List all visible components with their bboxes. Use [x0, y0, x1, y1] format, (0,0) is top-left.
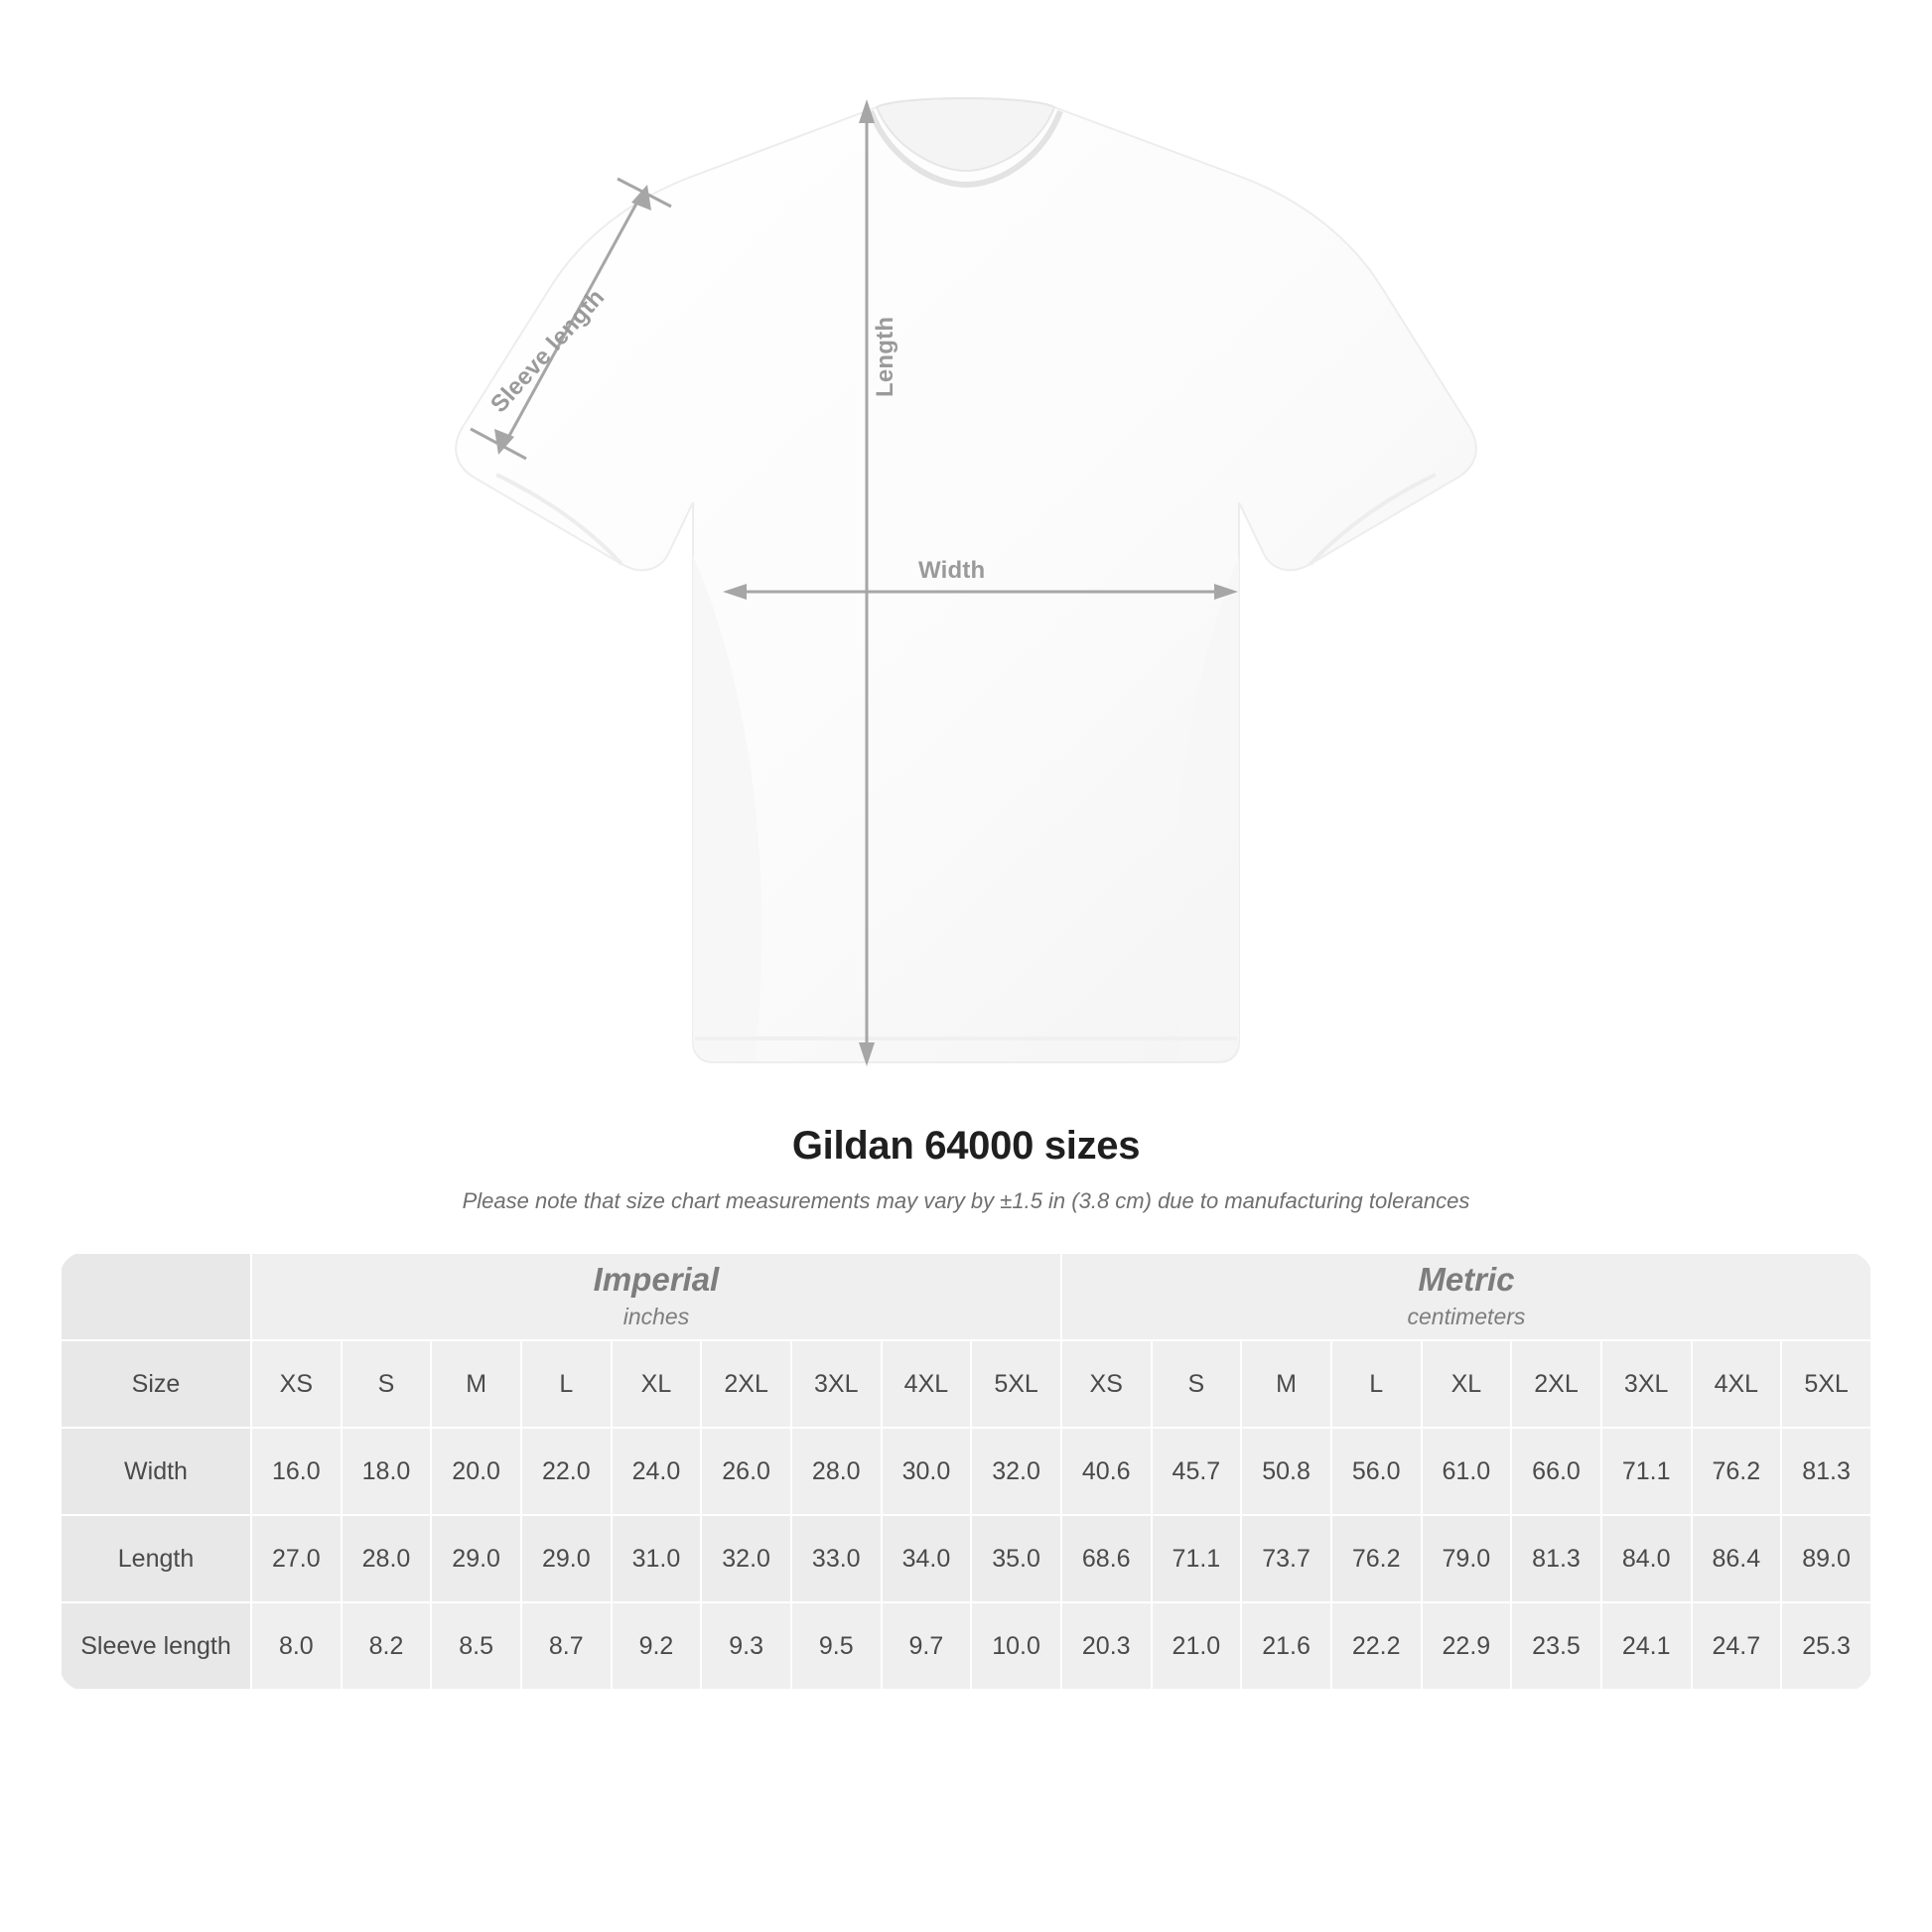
row-label: Sleeve length [61, 1602, 251, 1690]
table-cell: 22.9 [1422, 1602, 1512, 1690]
table-cell: 50.8 [1241, 1428, 1331, 1515]
size-header-cell: S [342, 1340, 432, 1428]
table-cell: 56.0 [1331, 1428, 1422, 1515]
table-cell: 29.0 [431, 1515, 521, 1602]
title-block [0, 1124, 1932, 1214]
size-header-cell: 3XL [1601, 1340, 1692, 1428]
unit-sub-metric: centimeters [1407, 1304, 1526, 1330]
table-corner-cell [61, 1253, 251, 1340]
table-cell: 35.0 [971, 1515, 1061, 1602]
unit-sub-imperial: inches [622, 1304, 690, 1330]
size-header-cell: 3XL [791, 1340, 882, 1428]
unit-group-imperial [251, 1253, 1061, 1340]
table-cell: 16.0 [251, 1428, 342, 1515]
header-size-label: Size [61, 1340, 251, 1428]
table-row [61, 1602, 1871, 1690]
table-cell: 84.0 [1601, 1515, 1692, 1602]
table-cell: 32.0 [971, 1428, 1061, 1515]
table-cell: 61.0 [1422, 1428, 1512, 1515]
size-header-cell: 4XL [882, 1340, 972, 1428]
unit-name-metric: Metric [1418, 1261, 1515, 1299]
label-length: Length [872, 316, 898, 397]
table-cell: 81.3 [1511, 1515, 1601, 1602]
table-cell: 71.1 [1152, 1515, 1242, 1602]
size-table-wrapper [60, 1252, 1872, 1691]
table-cell: 81.3 [1781, 1428, 1871, 1515]
row-label: Width [61, 1428, 251, 1515]
size-header-cell: M [1241, 1340, 1331, 1428]
label-sleeve-length: Sleeve length [485, 284, 611, 419]
table-cell: 33.0 [791, 1515, 882, 1602]
size-header-cell: L [1331, 1340, 1422, 1428]
table-cell: 9.7 [882, 1602, 972, 1690]
table-cell: 8.0 [251, 1602, 342, 1690]
table-cell: 9.2 [612, 1602, 702, 1690]
table-cell: 9.3 [701, 1602, 791, 1690]
tolerance-note: Please note that size chart measurements may vary by ±1.5 in (3.8 cm) due to manufacturing tolerances [462, 1188, 1470, 1213]
unit-header-row [61, 1253, 1871, 1340]
table-cell: 89.0 [1781, 1515, 1871, 1602]
table-row [61, 1428, 1871, 1515]
size-header-cell: XS [251, 1340, 342, 1428]
table-cell: 76.2 [1331, 1515, 1422, 1602]
table-cell: 34.0 [882, 1515, 972, 1602]
table-cell: 27.0 [251, 1515, 342, 1602]
table-cell: 22.0 [521, 1428, 612, 1515]
table-cell: 45.7 [1152, 1428, 1242, 1515]
table-cell: 21.6 [1241, 1602, 1331, 1690]
table-cell: 32.0 [701, 1515, 791, 1602]
table-cell: 20.3 [1061, 1602, 1152, 1690]
table-cell: 8.7 [521, 1602, 612, 1690]
table-cell: 76.2 [1692, 1428, 1782, 1515]
table-cell: 23.5 [1511, 1602, 1601, 1690]
table-cell: 71.1 [1601, 1428, 1692, 1515]
size-table [60, 1252, 1872, 1691]
table-cell: 8.2 [342, 1602, 432, 1690]
table-cell: 21.0 [1152, 1602, 1242, 1690]
table-cell: 28.0 [791, 1428, 882, 1515]
table-cell: 79.0 [1422, 1515, 1512, 1602]
unit-name-imperial: Imperial [593, 1261, 720, 1299]
label-width: Width [918, 557, 986, 584]
table-cell: 31.0 [612, 1515, 702, 1602]
size-header-cell: XL [612, 1340, 702, 1428]
table-cell: 25.3 [1781, 1602, 1871, 1690]
table-cell: 29.0 [521, 1515, 612, 1602]
size-header-cell: 4XL [1692, 1340, 1782, 1428]
table-cell: 26.0 [701, 1428, 791, 1515]
table-cell: 28.0 [342, 1515, 432, 1602]
table-cell: 8.5 [431, 1602, 521, 1690]
size-header-cell: XL [1422, 1340, 1512, 1428]
table-cell: 10.0 [971, 1602, 1061, 1690]
size-header-cell: 5XL [971, 1340, 1061, 1428]
unit-group-metric [1061, 1253, 1871, 1340]
table-cell: 9.5 [791, 1602, 882, 1690]
table-cell: 68.6 [1061, 1515, 1152, 1602]
size-header-cell: 2XL [701, 1340, 791, 1428]
size-header-cell: 2XL [1511, 1340, 1601, 1428]
size-header-cell: S [1152, 1340, 1242, 1428]
table-cell: 30.0 [882, 1428, 972, 1515]
table-cell: 40.6 [1061, 1428, 1152, 1515]
size-header-cell: 5XL [1781, 1340, 1871, 1428]
size-header-cell: XS [1061, 1340, 1152, 1428]
page-title: Gildan 64000 sizes [791, 1124, 1141, 1168]
size-header-cell: L [521, 1340, 612, 1428]
table-cell: 18.0 [342, 1428, 432, 1515]
table-cell: 66.0 [1511, 1428, 1601, 1515]
table-cell: 22.2 [1331, 1602, 1422, 1690]
table-cell: 73.7 [1241, 1515, 1331, 1602]
table-row [61, 1515, 1871, 1602]
size-header-cell: M [431, 1340, 521, 1428]
row-label: Length [61, 1515, 251, 1602]
table-cell: 24.7 [1692, 1602, 1782, 1690]
table-cell: 20.0 [431, 1428, 521, 1515]
table-cell: 24.0 [612, 1428, 702, 1515]
size-header-row [61, 1340, 1871, 1428]
table-cell: 24.1 [1601, 1602, 1692, 1690]
table-cell: 86.4 [1692, 1515, 1782, 1602]
